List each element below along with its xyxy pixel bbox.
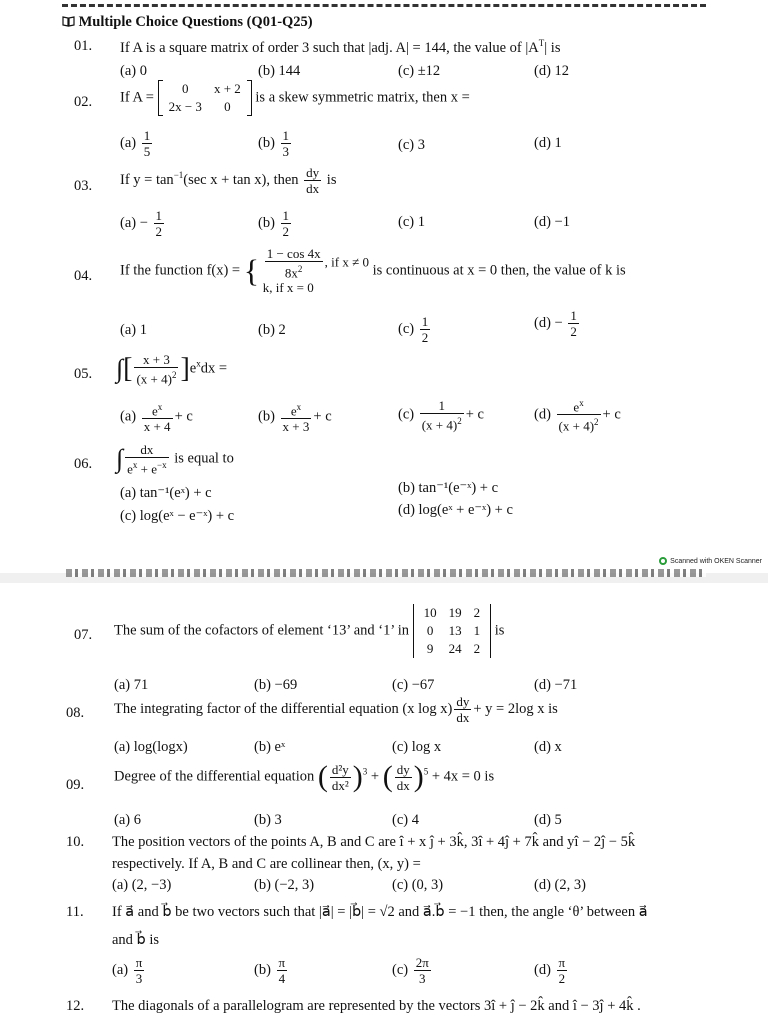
question-text: Degree of the differential equation ( $\frac{\text{d²y}}{\text{dx²}}$ )$^3$ + ( $\frac{dy}{dx}$ )$^5$ + 4x = 0 is bbox=[114, 760, 495, 793]
option-b[interactable]: (b) $\frac{1}{3}$ bbox=[258, 128, 290, 159]
option-d[interactable]: (d) $\frac{\pi}{2}$ bbox=[534, 955, 566, 986]
option-a[interactable]: (a) (2, −3) bbox=[112, 877, 172, 893]
option-d[interactable]: (d) log(eˣ + e⁻ˣ) + c bbox=[398, 502, 513, 518]
option-d[interactable]: (d) − $\frac{1}{2}$ bbox=[534, 308, 577, 339]
option-a[interactable]: (a) 1 bbox=[120, 322, 147, 338]
option-d[interactable]: (d) $\frac{e^x}{(x + 4)^2}$ + c bbox=[534, 398, 621, 434]
question-text: If A = 0 x + 2 2x − 3 0 is a skew symmetric matrix, then x = bbox=[120, 81, 470, 114]
determinant: 10 19 2 0 13 1 9 24 2 bbox=[413, 604, 492, 658]
question-number: 05. bbox=[74, 366, 93, 382]
option-d[interactable]: (d) −1 bbox=[534, 214, 570, 230]
question-text: ∫ $\frac{dx}{e^x + e^{-x}}$ is equal to bbox=[116, 442, 234, 477]
question-text: The position vectors of the points A, B and C are î + x ĵ + 3k̂, 3î + 4ĵ + 7k̂ and yî − 2ĵ − 5k̂ bbox=[112, 834, 636, 850]
question-text: If $y = \tan^{-1}(\sec$ x + tan x), then $\frac{dy}{dx}$ is bbox=[120, 165, 337, 196]
question-number: 01. bbox=[74, 38, 93, 54]
option-a[interactable]: (a) 6 bbox=[114, 812, 141, 828]
option-a[interactable]: (a) 71 bbox=[114, 677, 149, 693]
question-text: The integrating factor of the differential equation (x log x) $\frac{dy}{dx}$ + y = 2log x is bbox=[114, 694, 558, 725]
option-a[interactable]: (a) $\frac{\pi}{3}$ bbox=[112, 955, 143, 986]
option-a[interactable]: (a) − $\frac{1}{2}$ bbox=[120, 208, 163, 239]
option-b[interactable]: (b) 144 bbox=[258, 63, 301, 79]
question-number: 10. bbox=[66, 834, 85, 850]
option-d[interactable]: (d) 12 bbox=[534, 63, 570, 79]
option-c[interactable]: (c) 3 bbox=[398, 137, 425, 153]
option-d[interactable]: (d) −71 bbox=[534, 677, 578, 693]
question-text: The diagonals of a parallelogram are represented by the vectors 3î + ĵ − 2k̂ and î − 3ĵ + 4k̂ . bbox=[112, 998, 641, 1014]
question-text: If the function f(x) = { $\frac{1 - \cos 4x}{8x^2}$ , if x ≠ 0 k, if x = 0 is continuous at x = 0 then, the value of k is bbox=[120, 246, 626, 296]
option-d[interactable]: (d) (2, 3) bbox=[534, 877, 586, 893]
section-title: Multiple Choice Questions (Q01-Q25) bbox=[78, 14, 313, 30]
question-number: 03. bbox=[74, 178, 93, 194]
option-c[interactable]: (c) $\frac{1}{(x + 4)^2}$ + c bbox=[398, 398, 484, 433]
matrix: 0 x + 2 2x − 3 0 bbox=[158, 80, 252, 116]
question-number: 06. bbox=[74, 456, 93, 472]
option-a[interactable]: (a) tan⁻¹(eˣ) + c bbox=[120, 485, 212, 501]
question-number: 12. bbox=[66, 998, 85, 1014]
option-c[interactable]: (c) $\frac{2\pi}{3}$ bbox=[392, 955, 429, 986]
question-number: 02. bbox=[74, 94, 93, 110]
option-b[interactable]: (b) $\frac{\pi}{4}$ bbox=[254, 955, 286, 986]
option-c[interactable]: (c) ±12 bbox=[398, 63, 441, 79]
book-icon bbox=[62, 14, 79, 30]
option-b[interactable]: (b) 3 bbox=[254, 812, 282, 828]
option-d[interactable]: (d) x bbox=[534, 739, 562, 755]
option-a[interactable]: (a) $\frac{1}{5}$ bbox=[120, 128, 151, 159]
question-text: ∫[ $\frac{x + 3}{(x + 4)^2}$ ]$e^xdx$ = bbox=[116, 352, 228, 387]
option-c[interactable]: (c) $\frac{1}{2}$ bbox=[398, 314, 429, 345]
top-divider bbox=[62, 4, 706, 7]
question-number: 09. bbox=[66, 777, 85, 793]
section-header bbox=[62, 14, 313, 31]
question-text: If A is a square matrix of order 3 such that |adj. A| = 144, the value of $|A^T|$ is bbox=[120, 38, 561, 56]
question-text: The sum of the cofactors of element ‘13’ and ‘1’ in 10 19 2 0 13 1 9 24 2 is bbox=[114, 605, 505, 656]
option-b[interactable]: (b) eˣ bbox=[254, 739, 286, 755]
question-text-line2: and b⃗ is bbox=[112, 932, 160, 948]
question-number: 04. bbox=[74, 268, 93, 284]
option-b[interactable]: (b) $\frac{e^x}{x + 3}$ + c bbox=[258, 402, 332, 435]
page-footer-blur bbox=[66, 569, 706, 577]
option-c[interactable]: (c) (0, 3) bbox=[392, 877, 444, 893]
option-a[interactable]: (a) $\frac{e^x}{x + 4}$ + c bbox=[120, 402, 193, 435]
option-b[interactable]: (b) $\frac{1}{2}$ bbox=[258, 208, 290, 239]
option-b[interactable]: (b) tan⁻¹(e⁻ˣ) + c bbox=[398, 480, 499, 496]
question-text: If a⃗ and b⃗ be two vectors such that |a⃗| = |b⃗| = √2 and a⃗.b⃗ = −1 then, the angle ‘θ’ between a⃗ bbox=[112, 904, 648, 920]
question-number: 08. bbox=[66, 705, 85, 721]
option-c[interactable]: (c) log(eˣ − e⁻ˣ) + c bbox=[120, 508, 235, 524]
option-a[interactable]: (a) 0 bbox=[120, 63, 147, 79]
option-c[interactable]: (c) log x bbox=[392, 739, 442, 755]
scanner-watermark: Scanned with OKEN Scanner bbox=[659, 557, 762, 565]
option-c[interactable]: (c) 4 bbox=[392, 812, 419, 828]
option-b[interactable]: (b) 2 bbox=[258, 322, 286, 338]
question-number: 07. bbox=[74, 627, 93, 643]
option-a[interactable]: (a) log(logx) bbox=[114, 739, 188, 755]
option-c[interactable]: (c) −67 bbox=[392, 677, 435, 693]
question-text-line2: respectively. If A, B and C are collinear then, (x, y) = bbox=[112, 856, 421, 872]
option-d[interactable]: (d) 1 bbox=[534, 135, 562, 151]
question-number: 11. bbox=[66, 904, 84, 920]
option-b[interactable]: (b) −69 bbox=[254, 677, 298, 693]
option-c[interactable]: (c) 1 bbox=[398, 214, 425, 230]
option-d[interactable]: (d) 5 bbox=[534, 812, 562, 828]
option-b[interactable]: (b) (−2, 3) bbox=[254, 877, 315, 893]
scanner-logo-icon bbox=[659, 557, 667, 565]
